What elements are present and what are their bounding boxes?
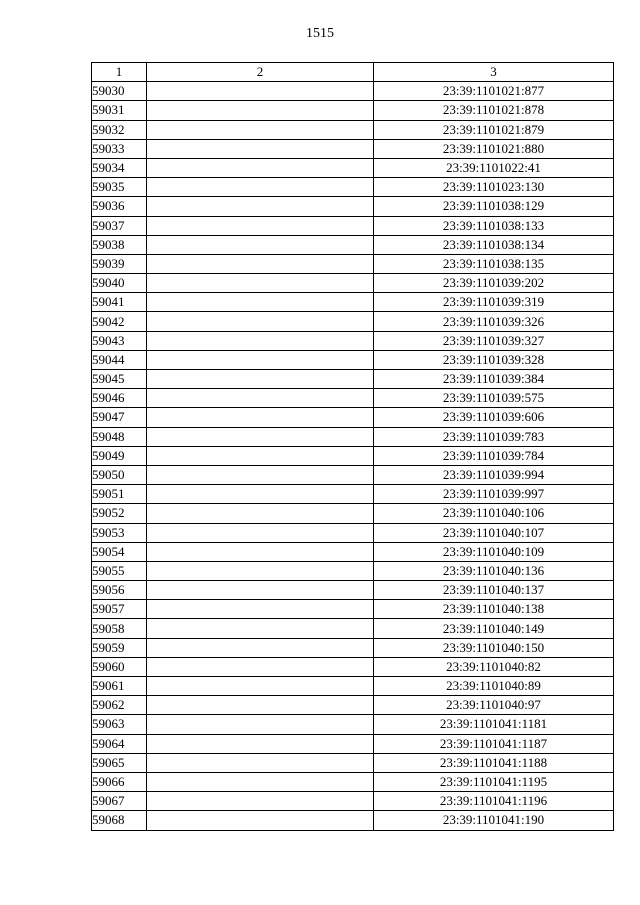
table-row xyxy=(92,274,614,293)
row-number-cell: 59038 xyxy=(92,235,147,254)
cadastral-number-cell: 23:39:1101040:109 xyxy=(374,542,614,561)
table-row xyxy=(92,139,614,158)
row-number-cell: 59057 xyxy=(92,600,147,619)
row-empty-cell xyxy=(147,312,374,331)
table-row xyxy=(92,197,614,216)
row-number-cell: 59059 xyxy=(92,638,147,657)
table-row xyxy=(92,465,614,484)
row-number-cell: 59045 xyxy=(92,370,147,389)
row-empty-cell xyxy=(147,811,374,830)
row-number-cell: 59043 xyxy=(92,331,147,350)
row-number-cell: 59039 xyxy=(92,254,147,273)
column-header-3: 3 xyxy=(374,63,614,82)
cadastral-number-cell: 23:39:1101021:880 xyxy=(374,139,614,158)
table-row xyxy=(92,619,614,638)
row-number-cell: 59034 xyxy=(92,158,147,177)
row-number-cell: 59060 xyxy=(92,657,147,676)
cadastral-number-cell: 23:39:1101038:129 xyxy=(374,197,614,216)
row-empty-cell xyxy=(147,772,374,791)
row-number-cell: 59068 xyxy=(92,811,147,830)
cadastral-number-cell: 23:39:1101039:997 xyxy=(374,485,614,504)
table-row xyxy=(92,677,614,696)
row-empty-cell xyxy=(147,792,374,811)
table-row xyxy=(92,657,614,676)
table-row xyxy=(92,312,614,331)
row-number-cell: 59055 xyxy=(92,561,147,580)
cadastral-number-cell: 23:39:1101041:1181 xyxy=(374,715,614,734)
cadastral-number-cell: 23:39:1101040:136 xyxy=(374,561,614,580)
cadastral-number-cell: 23:39:1101041:1188 xyxy=(374,753,614,772)
cadastral-number-cell: 23:39:1101038:134 xyxy=(374,235,614,254)
row-number-cell: 59054 xyxy=(92,542,147,561)
row-empty-cell xyxy=(147,82,374,101)
row-number-cell: 59032 xyxy=(92,120,147,139)
column-header-1: 1 xyxy=(92,63,147,82)
table-row xyxy=(92,101,614,120)
cadastral-number-cell: 23:39:1101040:150 xyxy=(374,638,614,657)
row-empty-cell xyxy=(147,542,374,561)
table-row xyxy=(92,734,614,753)
row-number-cell: 59048 xyxy=(92,427,147,446)
row-empty-cell xyxy=(147,657,374,676)
table-row xyxy=(92,811,614,830)
row-empty-cell xyxy=(147,696,374,715)
row-empty-cell xyxy=(147,216,374,235)
row-empty-cell xyxy=(147,235,374,254)
table-row xyxy=(92,504,614,523)
cadastral-number-cell: 23:39:1101022:41 xyxy=(374,158,614,177)
row-number-cell: 59036 xyxy=(92,197,147,216)
row-empty-cell xyxy=(147,331,374,350)
column-header-2: 2 xyxy=(147,63,374,82)
table-row xyxy=(92,600,614,619)
table-row xyxy=(92,561,614,580)
table-row xyxy=(92,389,614,408)
row-empty-cell xyxy=(147,178,374,197)
cadastral-number-cell: 23:39:1101040:106 xyxy=(374,504,614,523)
cadastral-number-cell: 23:39:1101023:130 xyxy=(374,178,614,197)
table-row xyxy=(92,82,614,101)
cadastral-number-cell: 23:39:1101040:137 xyxy=(374,581,614,600)
cadastral-number-cell: 23:39:1101021:878 xyxy=(374,101,614,120)
row-number-cell: 59049 xyxy=(92,446,147,465)
row-number-cell: 59035 xyxy=(92,178,147,197)
cadastral-number-cell: 23:39:1101041:1196 xyxy=(374,792,614,811)
table-row xyxy=(92,792,614,811)
row-number-cell: 59041 xyxy=(92,293,147,312)
cadastral-number-cell: 23:39:1101040:107 xyxy=(374,523,614,542)
cadastral-number-cell: 23:39:1101040:82 xyxy=(374,657,614,676)
row-empty-cell xyxy=(147,561,374,580)
row-number-cell: 59030 xyxy=(92,82,147,101)
row-number-cell: 59047 xyxy=(92,408,147,427)
table-row xyxy=(92,485,614,504)
row-empty-cell xyxy=(147,753,374,772)
table-row xyxy=(92,446,614,465)
row-empty-cell xyxy=(147,197,374,216)
row-empty-cell xyxy=(147,293,374,312)
cadastral-number-cell: 23:39:1101041:1187 xyxy=(374,734,614,753)
table-row xyxy=(92,254,614,273)
row-empty-cell xyxy=(147,619,374,638)
row-empty-cell xyxy=(147,715,374,734)
cadastral-number-cell: 23:39:1101041:1195 xyxy=(374,772,614,791)
table-row xyxy=(92,158,614,177)
cadastral-number-cell: 23:39:1101039:783 xyxy=(374,427,614,446)
cadastral-number-cell: 23:39:1101039:319 xyxy=(374,293,614,312)
row-empty-cell xyxy=(147,408,374,427)
cadastral-number-cell: 23:39:1101039:328 xyxy=(374,350,614,369)
row-empty-cell xyxy=(147,504,374,523)
row-number-cell: 59046 xyxy=(92,389,147,408)
cadastral-number-cell: 23:39:1101039:994 xyxy=(374,465,614,484)
row-number-cell: 59042 xyxy=(92,312,147,331)
cadastral-number-cell: 23:39:1101021:877 xyxy=(374,82,614,101)
row-number-cell: 59044 xyxy=(92,350,147,369)
table-row xyxy=(92,753,614,772)
table-row xyxy=(92,715,614,734)
row-number-cell: 59031 xyxy=(92,101,147,120)
row-number-cell: 59061 xyxy=(92,677,147,696)
row-empty-cell xyxy=(147,370,374,389)
registry-table xyxy=(91,62,614,831)
cadastral-number-cell: 23:39:1101041:190 xyxy=(374,811,614,830)
page-number: 1515 xyxy=(306,26,334,41)
cadastral-number-cell: 23:39:1101038:133 xyxy=(374,216,614,235)
row-number-cell: 59056 xyxy=(92,581,147,600)
table-row xyxy=(92,178,614,197)
table-row xyxy=(92,696,614,715)
row-number-cell: 59033 xyxy=(92,139,147,158)
row-empty-cell xyxy=(147,120,374,139)
cadastral-number-cell: 23:39:1101039:784 xyxy=(374,446,614,465)
row-number-cell: 59037 xyxy=(92,216,147,235)
row-number-cell: 59058 xyxy=(92,619,147,638)
cadastral-number-cell: 23:39:1101039:202 xyxy=(374,274,614,293)
row-number-cell: 59064 xyxy=(92,734,147,753)
table-row xyxy=(92,427,614,446)
row-empty-cell xyxy=(147,158,374,177)
cadastral-number-cell: 23:39:1101038:135 xyxy=(374,254,614,273)
cadastral-number-cell: 23:39:1101040:149 xyxy=(374,619,614,638)
cadastral-number-cell: 23:39:1101039:327 xyxy=(374,331,614,350)
table-row xyxy=(92,235,614,254)
row-empty-cell xyxy=(147,139,374,158)
row-empty-cell xyxy=(147,389,374,408)
row-number-cell: 59053 xyxy=(92,523,147,542)
row-empty-cell xyxy=(147,274,374,293)
cadastral-number-cell: 23:39:1101021:879 xyxy=(374,120,614,139)
table-row xyxy=(92,542,614,561)
cadastral-number-cell: 23:39:1101039:606 xyxy=(374,408,614,427)
row-empty-cell xyxy=(147,350,374,369)
row-number-cell: 59066 xyxy=(92,772,147,791)
row-number-cell: 59065 xyxy=(92,753,147,772)
cadastral-number-cell: 23:39:1101039:384 xyxy=(374,370,614,389)
row-empty-cell xyxy=(147,465,374,484)
row-number-cell: 59050 xyxy=(92,465,147,484)
row-number-cell: 59052 xyxy=(92,504,147,523)
row-number-cell: 59051 xyxy=(92,485,147,504)
row-empty-cell xyxy=(147,581,374,600)
row-number-cell: 59062 xyxy=(92,696,147,715)
row-number-cell: 59040 xyxy=(92,274,147,293)
row-empty-cell xyxy=(147,677,374,696)
table-row xyxy=(92,370,614,389)
cadastral-number-cell: 23:39:1101040:138 xyxy=(374,600,614,619)
row-empty-cell xyxy=(147,101,374,120)
cadastral-number-cell: 23:39:1101039:326 xyxy=(374,312,614,331)
table-row xyxy=(92,216,614,235)
row-empty-cell xyxy=(147,254,374,273)
table-row xyxy=(92,331,614,350)
row-empty-cell xyxy=(147,485,374,504)
table-row xyxy=(92,293,614,312)
cadastral-number-cell: 23:39:1101040:89 xyxy=(374,677,614,696)
table-row xyxy=(92,638,614,657)
row-empty-cell xyxy=(147,734,374,753)
table-row xyxy=(92,408,614,427)
cadastral-number-cell: 23:39:1101040:97 xyxy=(374,696,614,715)
table-row xyxy=(92,120,614,139)
row-number-cell: 59067 xyxy=(92,792,147,811)
row-empty-cell xyxy=(147,446,374,465)
row-empty-cell xyxy=(147,600,374,619)
row-number-cell: 59063 xyxy=(92,715,147,734)
table-body xyxy=(92,82,614,830)
cadastral-number-cell: 23:39:1101039:575 xyxy=(374,389,614,408)
table-header-row xyxy=(92,63,614,82)
row-empty-cell xyxy=(147,638,374,657)
table-row xyxy=(92,772,614,791)
table-row xyxy=(92,350,614,369)
table-row xyxy=(92,581,614,600)
row-empty-cell xyxy=(147,427,374,446)
table-row xyxy=(92,523,614,542)
row-empty-cell xyxy=(147,523,374,542)
